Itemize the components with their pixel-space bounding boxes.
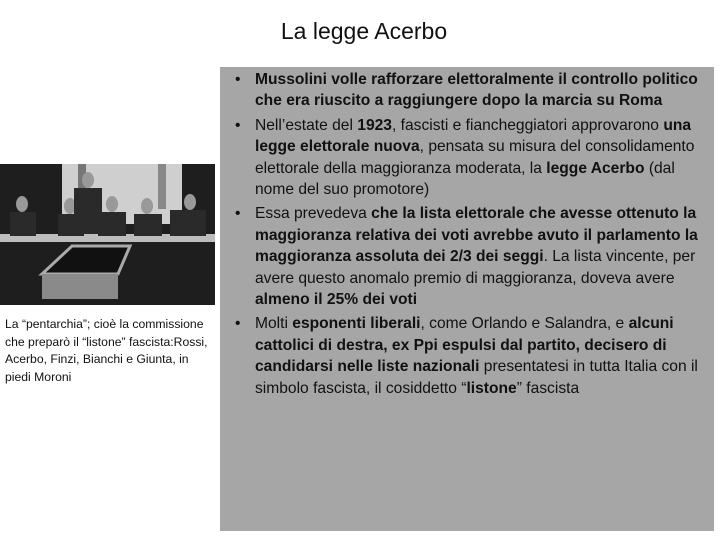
photo-caption: La “pentarchia”; cioè la commissione che preparò il “listone” fascista:Rossi, Acerbo, Finzi, Bianchi e Giunta, in piedi Moroni bbox=[5, 317, 208, 384]
text-run: Nell’estate del bbox=[255, 116, 358, 134]
historical-photo bbox=[0, 164, 215, 305]
bold-text-run: 1923 bbox=[357, 116, 392, 134]
bullet-item bbox=[230, 115, 706, 201]
bullet-item bbox=[230, 69, 706, 112]
text-run: , pensata su misura del consolidamento elettorale della maggioranza moderata, la bbox=[255, 138, 695, 177]
text-run: presentatesi in tutta Italia con il simbolo fascista, il cosiddetto “ bbox=[255, 358, 698, 397]
text-run: , fascisti e fiancheggiatori approvarono bbox=[391, 116, 664, 134]
bold-text-run: che la lista elettorale che avesse ottenuto la maggioranza relativa dei voti avrebbe avuto il parlamento la maggioranza assoluta dei 2/3 dei seggi bbox=[255, 205, 698, 266]
bullet-list bbox=[230, 69, 706, 402]
text-run: Essa prevedeva bbox=[255, 205, 372, 223]
bold-text-run: listone bbox=[466, 379, 517, 397]
bold-text-run: esponenti liberali bbox=[292, 315, 421, 333]
content-box bbox=[220, 67, 714, 531]
bold-text-run: una legge elettorale nuova bbox=[255, 116, 692, 156]
slide-title: La legge Acerbo bbox=[280, 18, 448, 44]
text-run: ” fascista bbox=[516, 379, 580, 397]
bullet-item bbox=[230, 203, 706, 310]
bold-text-run: Mussolini volle rafforzare elettoralmente il controllo politico che era riuscito a raggiungere dopo la marcia su Roma bbox=[255, 71, 698, 110]
text-run: . La lista vincente, per avere questo anomalo premio di maggioranza, doveva avere bbox=[255, 248, 696, 287]
bullet-item bbox=[230, 313, 706, 399]
bold-text-run: alcuni cattolici di destra, ex Ppi espulsi dal partito, decisero di candidarsi nelle liste nazionali bbox=[255, 315, 674, 376]
text-run: (dal nome del suo promotore) bbox=[255, 159, 675, 199]
bold-text-run: almeno il 25% dei voti bbox=[255, 291, 418, 309]
text-run: , come Orlando e Salandra, e bbox=[420, 315, 629, 333]
bold-text-run: legge Acerbo bbox=[546, 159, 645, 177]
photo-commission-image bbox=[0, 164, 215, 305]
text-run: Molti bbox=[255, 315, 293, 333]
